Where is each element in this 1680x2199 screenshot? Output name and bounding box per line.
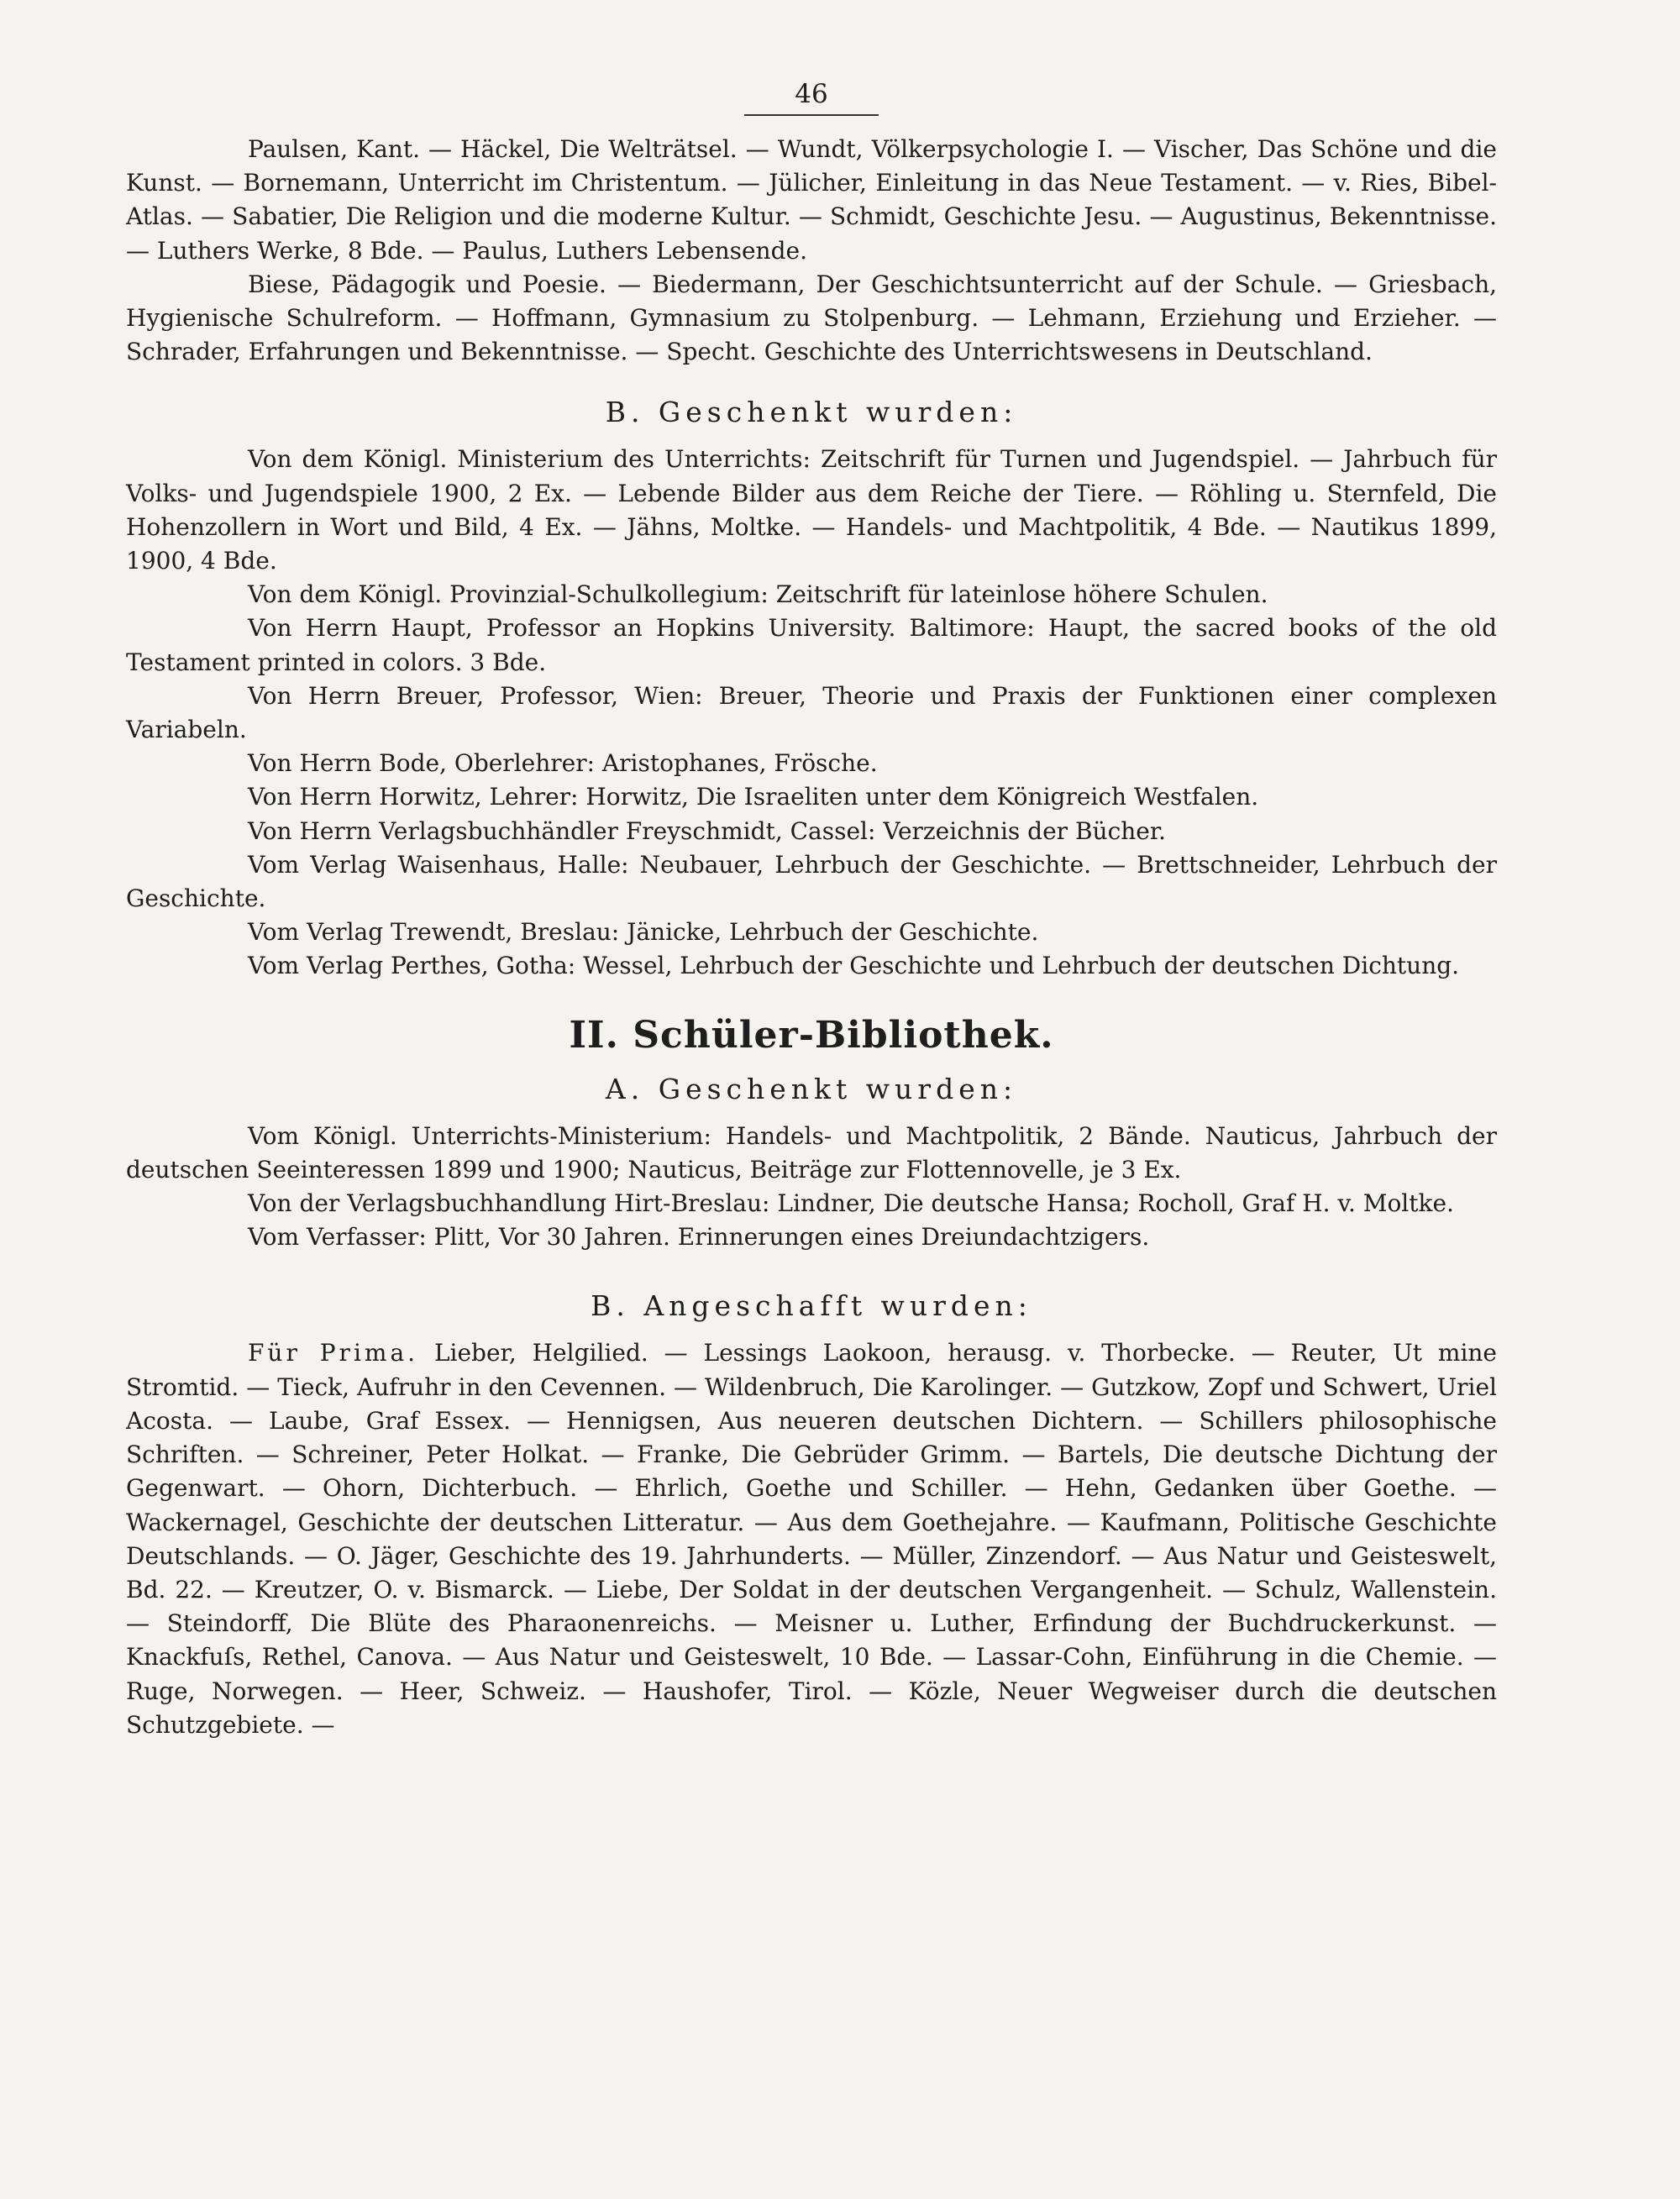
donation-entry: Vom Verlag Trewendt, Breslau: Jänicke, Lehrbuch der Geschichte. [248,918,1039,947]
donation-entry: Von dem Königl. Ministerium des Unterrichts: Zeitschrift für Turnen und Jugendspiel. — Jahrbuch für Volks- und Jugendspiele 1900, 2 Ex. — Lebende Bilder aus dem Reiche der Tiere. — Röhling u. Sternfeld, Die Hohenzollern in Wort und Bild, 4 Ex. — Jähns, Moltke. — Handels- und Machtpolitik, 4 Bde. — Nautikus 1899, 1900, 4 Bde. [126,445,1497,575]
intro-paragraph: Biese, Pädagogik und Poesie. — Biedermann, Der Geschichtsunterricht auf der Schule. — Griesbach, Hygienische Schulreform. — Hoffmann, Gymnasium zu Stolpenburg. — Lehmann, Erziehung und Erzieher. — Schrader, Erfahrungen und Bekenntnisse. — Specht. Geschichte des Unterrichtswesens in Deutschland. [126,270,1497,366]
donation-entry: Von Herrn Verlagsbuchhändler Freyschmidt, Cassel: Verzeichnis der Bücher. [248,816,1167,845]
donation-entry: Von Herrn Breuer, Professor, Wien: Breuer, Theorie und Praxis der Funktionen einer complexen Variabeln. [126,681,1497,744]
intro-paragraph: Paulsen, Kant. — Häckel, Die Welträtsel. — Wundt, Völkerpsychologie I. — Vischer, Das Schöne und die Kunst. — Bornemann, Unterricht im Christentum. — Jülicher, Einleitung in das Neue Testament. — v. Ries, Bibel-Atlas. — Sabatier, Die Religion und die moderne Kultur. — Schmidt, Geschichte Jesu. — Augustinus, Bekenntnisse. — Luthers Werke, 8 Bde. — Paulus, Luthers Lebensende. [126,135,1497,265]
donation-entry: Von Herrn Horwitz, Lehrer: Horwitz, Die Israeliten unter dem Königreich Westfalen. [248,783,1259,811]
donation-entry: Von Herrn Haupt, Professor an Hopkins University. Baltimore: Haupt, the sacred books of the old Testament printed in colors. 3 Bde. [126,614,1497,676]
document-page [126,77,1497,1742]
acquisition-list [126,1336,1497,1741]
section-heading-b-geschenkt: B. Geschenkt wurden: [605,396,1018,429]
donation-entry: Vom Königl. Unterrichts-Ministerium: Handels- und Machtpolitik, 2 Bände. Nauticus, Jahrbuch der deutschen Seeinteressen 1899 und 1900; Nauticus, Beiträge zur Flottennovelle, je 3 Ex. [126,1121,1497,1183]
donation-entry: Von der Verlagsbuchhandlung Hirt-Breslau: Lindner, Die deutsche Hansa; Rocholl, Graf H. v. Moltke. [248,1189,1454,1218]
donation-entry: Von Herrn Bode, Oberlehrer: Aristophanes, Frösche. [248,749,878,778]
page-number: 46 [744,77,879,116]
section-heading-a-geschenkt: A. Geschenkt wurden: [605,1072,1018,1105]
donation-entry: Vom Verlag Waisenhaus, Halle: Neubauer, Lehrbuch der Geschichte. — Brettschneider, Lehrbuch der Geschichte. [126,850,1497,913]
class-label-prima: Für Prima. [248,1339,419,1367]
section-title-schueler-bibliothek: II. Schüler-Bibliothek. [569,1013,1054,1057]
donation-entry: Vom Verfasser: Plitt, Vor 30 Jahren. Erinnerungen eines Dreiundachtzigers. [248,1223,1150,1252]
section-heading-b-angeschafft: B. Angeschafft wurden: [591,1289,1032,1323]
donation-entry: Vom Verlag Perthes, Gotha: Wessel, Lehrbuch der Geschichte und Lehrbuch der deutschen Dichtung. [248,952,1460,980]
donation-entry: Von dem Königl. Provinzial-Schulkollegium: Zeitschrift für lateinlose höhere Schulen. [248,580,1268,609]
acquisition-text: Lieber, Helgilied. — Lessings Laokoon, herausg. v. Thorbecke. — Reuter, Ut mine Stromtid. — Tieck, Aufruhr in den Cevennen. — Wildenbruch, Die Karolinger. — Gutzkow, Zopf und Schwert, Uriel Acosta. — Laube, Graf Essex. — Hennigsen, Aus neueren deutschen Dichtern. — Schillers philosophische Schriften. — Schreiner, Peter Holkat. — Franke, Die Gebrüder Grimm. — Bartels, Die deutsche Dichtung der Gegenwart. — Ohorn, Dichterbuch. — Ehrlich, Goethe und Schiller. — Hehn, Gedanken über Goethe. — Wackernagel, Geschichte der deutschen Litteratur. — Aus dem Goethejahre. — Kaufmann, Politische Geschichte Deutschlands. — O. Jäger, Geschichte des 19. Jahrhunderts. — Müller, Zinzendorf. — Aus Natur und Geisteswelt, Bd. 22. — Kreutzer, O. v. Bismarck. — Liebe, Der Soldat in der deutschen Vergangenheit. — Schulz, Wallenstein. — Steindorff, Die Blüte des Pharaonenreichs. — Meisner u. Luther, Erfindung der Buchdruckerkunst. — Knackfuſs, Rethel, Canova. — Aus Natur und Geisteswelt, 10 Bde. — Lassar-Cohn, Einführung in die Chemie. — Ruge, Norwegen. — Heer, Schweiz. — Haushofer, Tirol. — Közle, Neuer Wegweiser durch die deutschen Schutzgebiete. — [126,1339,1498,1739]
